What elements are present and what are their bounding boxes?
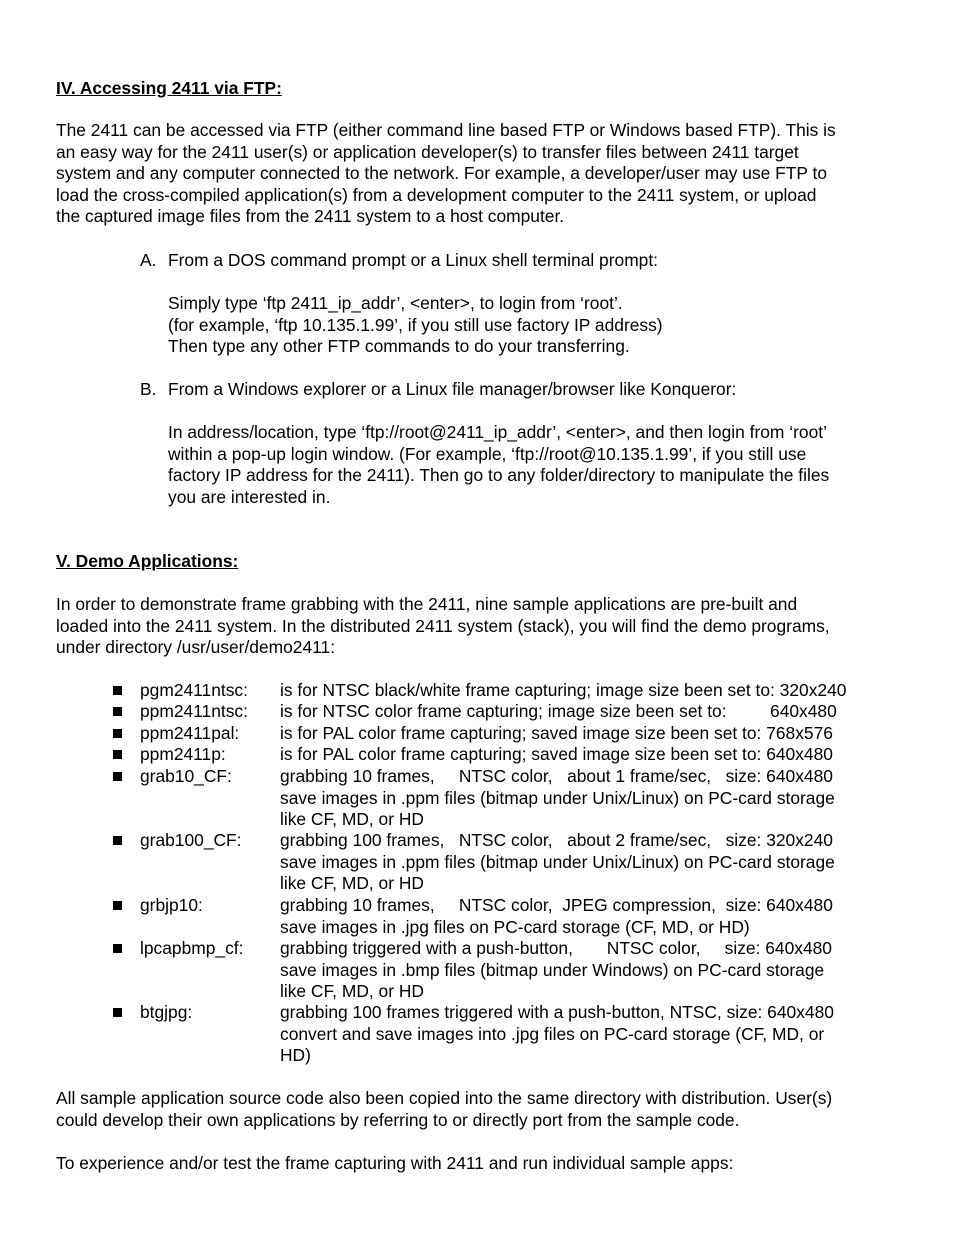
closing-paragraph	[56, 1088, 906, 1131]
text-line: like CF, MD, or HD	[280, 981, 424, 1002]
item-a-body	[168, 293, 898, 358]
item-a-title	[168, 250, 898, 272]
square-bullet-icon	[113, 686, 122, 695]
text-line: save images in .ppm files (bitmap under Unix/Linux) on PC-card storage	[280, 787, 835, 808]
text-line: factory IP address for the 2411). Then go to any folder/directory to manipulate the files	[168, 465, 830, 486]
app-name: grbjp10:	[140, 895, 203, 915]
square-bullet-icon	[113, 1008, 122, 1017]
text-line: All sample application source code also been copied into the same directory with distribution. User(s)	[56, 1088, 833, 1108]
square-bullet-icon	[113, 836, 122, 845]
square-bullet-icon	[113, 772, 122, 781]
text-line: within a pop-up login window. (For example, ‘ftp://root@10.135.1.99’, if you still use	[168, 443, 807, 464]
text-line: From a Windows explorer or a Linux file manager/browser like Konqueror:	[168, 379, 737, 399]
text-line: grabbing 100 frames triggered with a push-button, NTSC, size: 640x480	[280, 1002, 834, 1022]
demo-intro-paragraph	[56, 594, 906, 659]
app-name: grab100_CF:	[140, 830, 242, 850]
text-line: convert and save images into .jpg files on PC-card storage (CF, MD, or	[280, 1023, 825, 1044]
app-description	[280, 766, 900, 831]
item-b-title	[168, 379, 898, 401]
text-line: To experience and/or test the frame capturing with 2411 and run individual sample apps:	[56, 1153, 734, 1173]
app-description	[280, 830, 900, 895]
list-marker-a: A.	[140, 250, 157, 270]
app-name: ppm2411p:	[140, 744, 226, 764]
app-name: grab10_CF:	[140, 766, 232, 786]
app-description	[280, 701, 900, 723]
app-name: ppm2411ntsc:	[140, 701, 248, 721]
app-name: btgjpg:	[140, 1002, 193, 1022]
text-line: In order to demonstrate frame grabbing with the 2411, nine sample applications are pre-built and	[56, 594, 798, 614]
text-line: From a DOS command prompt or a Linux shell terminal prompt:	[168, 250, 659, 270]
app-description	[280, 723, 900, 745]
square-bullet-icon	[113, 729, 122, 738]
text-line: loaded into the 2411 system. In the distributed 2411 system (stack), you will find the demo programs,	[56, 615, 830, 636]
text-line: grabbing triggered with a push-button, NTSC color, size: 640x480	[280, 938, 832, 958]
text-line: like CF, MD, or HD	[280, 873, 424, 894]
text-line: an easy way for the 2411 user(s) or application developer(s) to transfer files between 2411 target	[56, 141, 799, 162]
text-line: could develop their own applications by referring to or directly port from the sample code.	[56, 1109, 740, 1130]
text-line: HD)	[280, 1045, 311, 1066]
section-heading-ftp: IV. Accessing 2411 via FTP:	[56, 78, 282, 98]
app-description	[280, 1002, 900, 1067]
text-line: is for NTSC black/white frame capturing; image size been set to: 320x240	[280, 680, 847, 700]
square-bullet-icon	[113, 750, 122, 759]
text-line: (for example, ‘ftp 10.135.1.99’, if you still use factory IP address)	[168, 314, 663, 335]
section-heading-demo-applications: V. Demo Applications:	[56, 551, 239, 571]
text-line: is for PAL color frame capturing; saved image size been set to: 768x576	[280, 723, 833, 743]
app-description	[280, 938, 900, 1003]
text-line: is for PAL color frame capturing; saved image size been set to: 640x480	[280, 744, 833, 764]
text-line: like CF, MD, or HD	[280, 809, 424, 830]
text-line: The 2411 can be accessed via FTP (either command line based FTP or Windows based FTP). This is	[56, 120, 836, 140]
text-line: save images in .jpg files on PC-card storage (CF, MD, or HD)	[280, 916, 750, 937]
text-line: grabbing 10 frames, NTSC color, about 1 frame/sec, size: 640x480	[280, 766, 833, 786]
text-line: grabbing 10 frames, NTSC color, JPEG compression, size: 640x480	[280, 895, 833, 915]
text-line: is for NTSC color frame capturing; image size been set to: 640x480	[280, 701, 837, 721]
text-line: Then type any other FTP commands to do your transferring.	[168, 336, 630, 357]
text-line: In address/location, type ‘ftp://root@2411_ip_addr’, <enter>, and then login from ‘root’	[168, 422, 827, 442]
list-marker-b: B.	[140, 379, 157, 399]
app-name: lpcapbmp_cf:	[140, 938, 244, 958]
ftp-intro-paragraph	[56, 120, 906, 228]
text-line: you are interested in.	[168, 486, 331, 507]
text-line: the captured image files from the 2411 system to a host computer.	[56, 206, 565, 227]
app-description	[280, 680, 900, 702]
text-line: save images in .bmp files (bitmap under Windows) on PC-card storage	[280, 959, 825, 980]
app-name: pgm2411ntsc:	[140, 680, 248, 700]
final-paragraph	[56, 1153, 906, 1175]
app-description	[280, 895, 900, 938]
text-line: system and any computer connected to the network. For example, a developer/user may use FTP to	[56, 163, 828, 184]
app-name: ppm2411pal:	[140, 723, 240, 743]
text-line: grabbing 100 frames, NTSC color, about 2 frame/sec, size: 320x240	[280, 830, 833, 850]
square-bullet-icon	[113, 707, 122, 716]
item-b-body	[168, 422, 898, 508]
text-line: Simply type ‘ftp 2411_ip_addr’, <enter>, to login from ‘root’.	[168, 293, 623, 313]
text-line: load the cross-compiled application(s) from a development computer to the 2411 system, or upload	[56, 184, 817, 205]
text-line: under directory /usr/user/demo2411:	[56, 637, 336, 658]
square-bullet-icon	[113, 944, 122, 953]
text-line: save images in .ppm files (bitmap under Unix/Linux) on PC-card storage	[280, 851, 835, 872]
app-description	[280, 744, 900, 766]
square-bullet-icon	[113, 901, 122, 910]
